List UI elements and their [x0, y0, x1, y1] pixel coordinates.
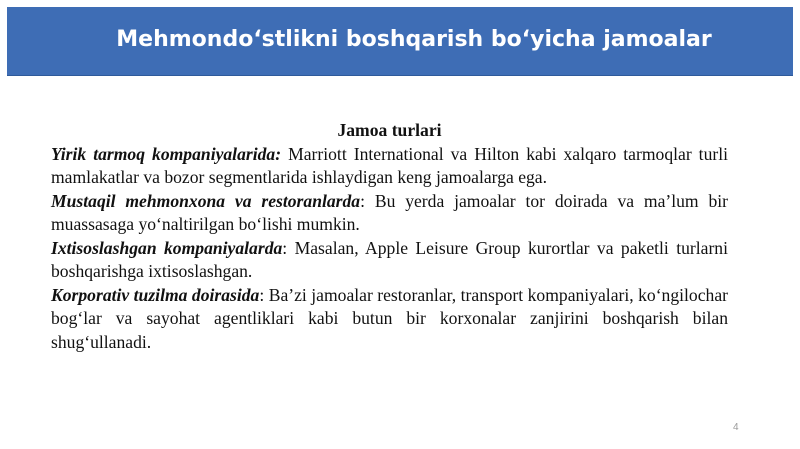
paragraph-large-chains [51, 143, 728, 190]
paragraph-independent-hotels [51, 190, 728, 237]
paragraph-term: Mustaqil mehmonxona va restoranlarda [51, 190, 361, 211]
paragraph-term: Korporativ tuzilma doirasida [51, 284, 260, 305]
paragraph-specialized-companies [51, 237, 728, 284]
paragraph-corporate-structure [51, 284, 728, 355]
paragraph-text: : Bu yerda jamoalar tor doirada va ma’lum bir muassasaga yo‘naltirilgan bo‘lishi mumkin. [51, 190, 728, 234]
title-bar [7, 7, 793, 76]
slide-content [51, 119, 728, 354]
slide-title: Mehmondo‘stlikni boshqarish bo‘yicha jamoalar [116, 27, 712, 52]
paragraph-text: Marriott International va Hilton kabi xalqaro tarmoqlar turli mamlakatlar va bozor segmentlarida ishlaydigan keng jamoalarga ega. [51, 143, 729, 187]
page-number: 4 [733, 422, 739, 433]
paragraph-text: : Ba’zi jamoalar restoranlar, transport kompaniyalari, ko‘ngilochar bog‘lar va sayohat agentliklari kabi butun bir korxonalar zanjirini boshqarish bilan shug‘ullanadi. [51, 284, 728, 352]
paragraph-text: : Masalan, Apple Leisure Group kurortlar va paketli turlarni boshqarishga ixtisoslashgan. [51, 237, 728, 281]
paragraph-term: Ixtisoslashgan kompaniyalarda [51, 237, 283, 258]
paragraph-term: Yirik tarmoq kompaniyalarida: [51, 143, 282, 164]
content-heading: Jamoa turlari [337, 120, 442, 140]
